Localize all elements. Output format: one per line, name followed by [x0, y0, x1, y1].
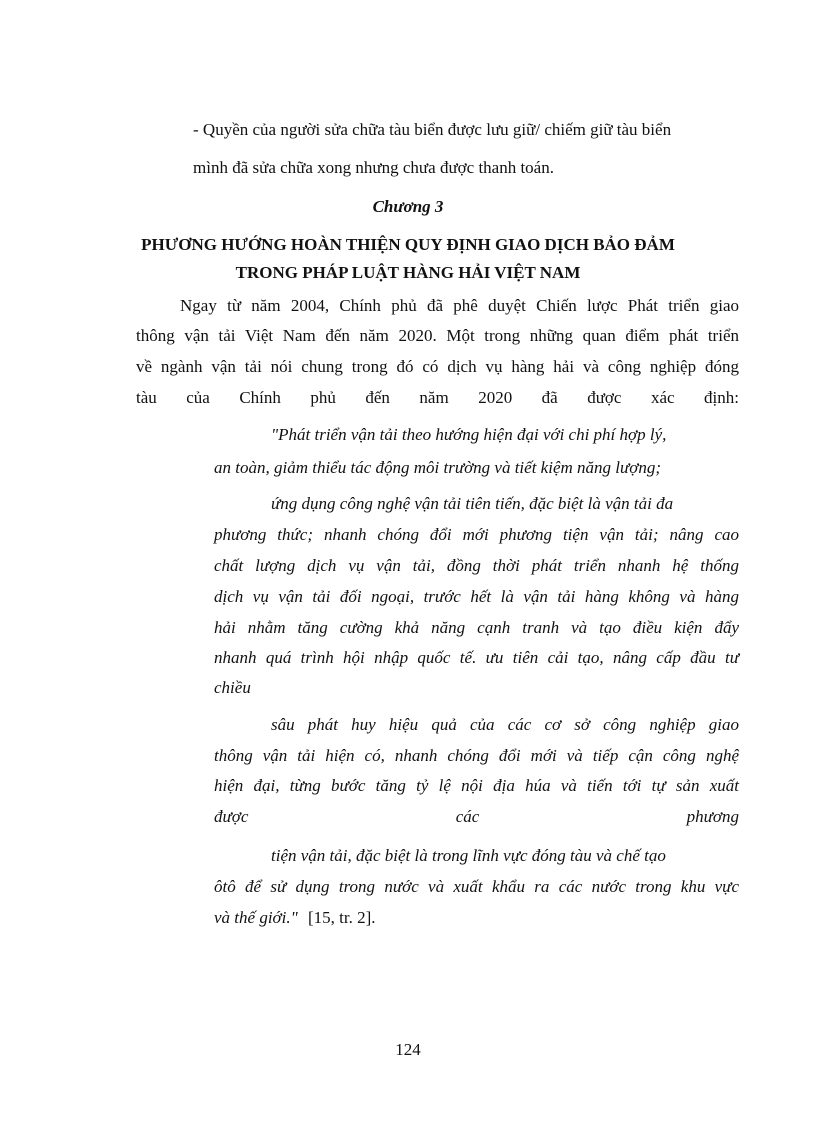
quote-line: hải nhằm tăng cường khả năng cạnh tranh và tạo điều kiện đẩy	[214, 618, 739, 637]
quote-word: được	[214, 807, 249, 826]
quote-line: "Phát triển vận tải theo hướng hiện đại với chi phí hợp lý,	[271, 425, 667, 444]
quote-line: an toàn, giảm thiểu tác động môi trường và tiết kiệm năng lượng;	[214, 458, 661, 477]
paragraph-line: về ngành vận tải nói chung trong đó có dịch vụ hàng hải và công nghiệp đóng	[136, 357, 739, 376]
quote-word: phương	[686, 807, 739, 826]
quote-line: dịch vụ vận tải đối ngoại, trước hết là vận tải hàng không và hàng	[214, 587, 739, 606]
quote-line	[214, 907, 376, 929]
chapter-title: TRONG PHÁP LUẬT HÀNG HẢI VIỆT NAM	[235, 263, 581, 282]
chapter-label: Chương 3	[372, 197, 444, 216]
quote-line: chất lượng dịch vụ vận tải, đồng thời phát triển nhanh hệ thống	[214, 556, 739, 575]
quote-line: thông vận tải hiện có, nhanh chóng đổi mới và tiếp cận công nghệ	[214, 746, 739, 765]
bullet-line: - Quyền của người sửa chữa tàu biển được lưu giữ/ chiếm giữ tàu biển	[193, 120, 672, 139]
quote-line: tiện vận tải, đặc biệt là trong lĩnh vực đóng tàu và chế tạo	[271, 846, 666, 865]
page-number: 124	[395, 1040, 421, 1059]
quote-line: nhanh quá trình hội nhập quốc tế. ưu tiên cải tạo, nâng cấp đầu tư	[214, 648, 739, 667]
quote-line: sâu phát huy hiệu quả của các cơ sở công nghiệp giao	[271, 715, 739, 734]
quote-line	[214, 806, 739, 828]
paragraph-line: tàu của Chính phủ đến năm 2020 đã được xác định:	[136, 388, 739, 407]
quote-line: ứng dụng công nghệ vận tải tiên tiến, đặc biệt là vận tải đa	[271, 494, 674, 513]
chapter-title: PHƯƠNG HƯỚNG HOÀN THIỆN QUY ĐỊNH GIAO DỊCH BẢO ĐẢM	[141, 235, 675, 254]
paragraph-line: thông vận tải Việt Nam đến năm 2020. Một trong những quan điểm phát triển	[136, 326, 739, 345]
quote-line: phương thức; nhanh chóng đổi mới phương tiện vận tải; nâng cao	[214, 525, 739, 544]
bullet-line: mình đã sửa chữa xong nhưng chưa được thanh toán.	[193, 158, 554, 177]
quote-line: chiều	[214, 678, 251, 697]
paragraph-line: Ngay từ năm 2004, Chính phủ đã phê duyệt Chiến lược Phát triển giao	[180, 296, 739, 315]
quote-line: hiện đại, từng bước tăng tỷ lệ nội địa húa và tiến tới tự sản xuất	[214, 776, 739, 795]
quote-line: ôtô để sử dụng trong nước và xuất khẩu ra các nước trong khu vực	[214, 877, 739, 896]
quote-text: và thế giới."	[214, 908, 298, 927]
quote-word: các	[455, 807, 480, 826]
citation: [15, tr. 2].	[307, 908, 376, 927]
